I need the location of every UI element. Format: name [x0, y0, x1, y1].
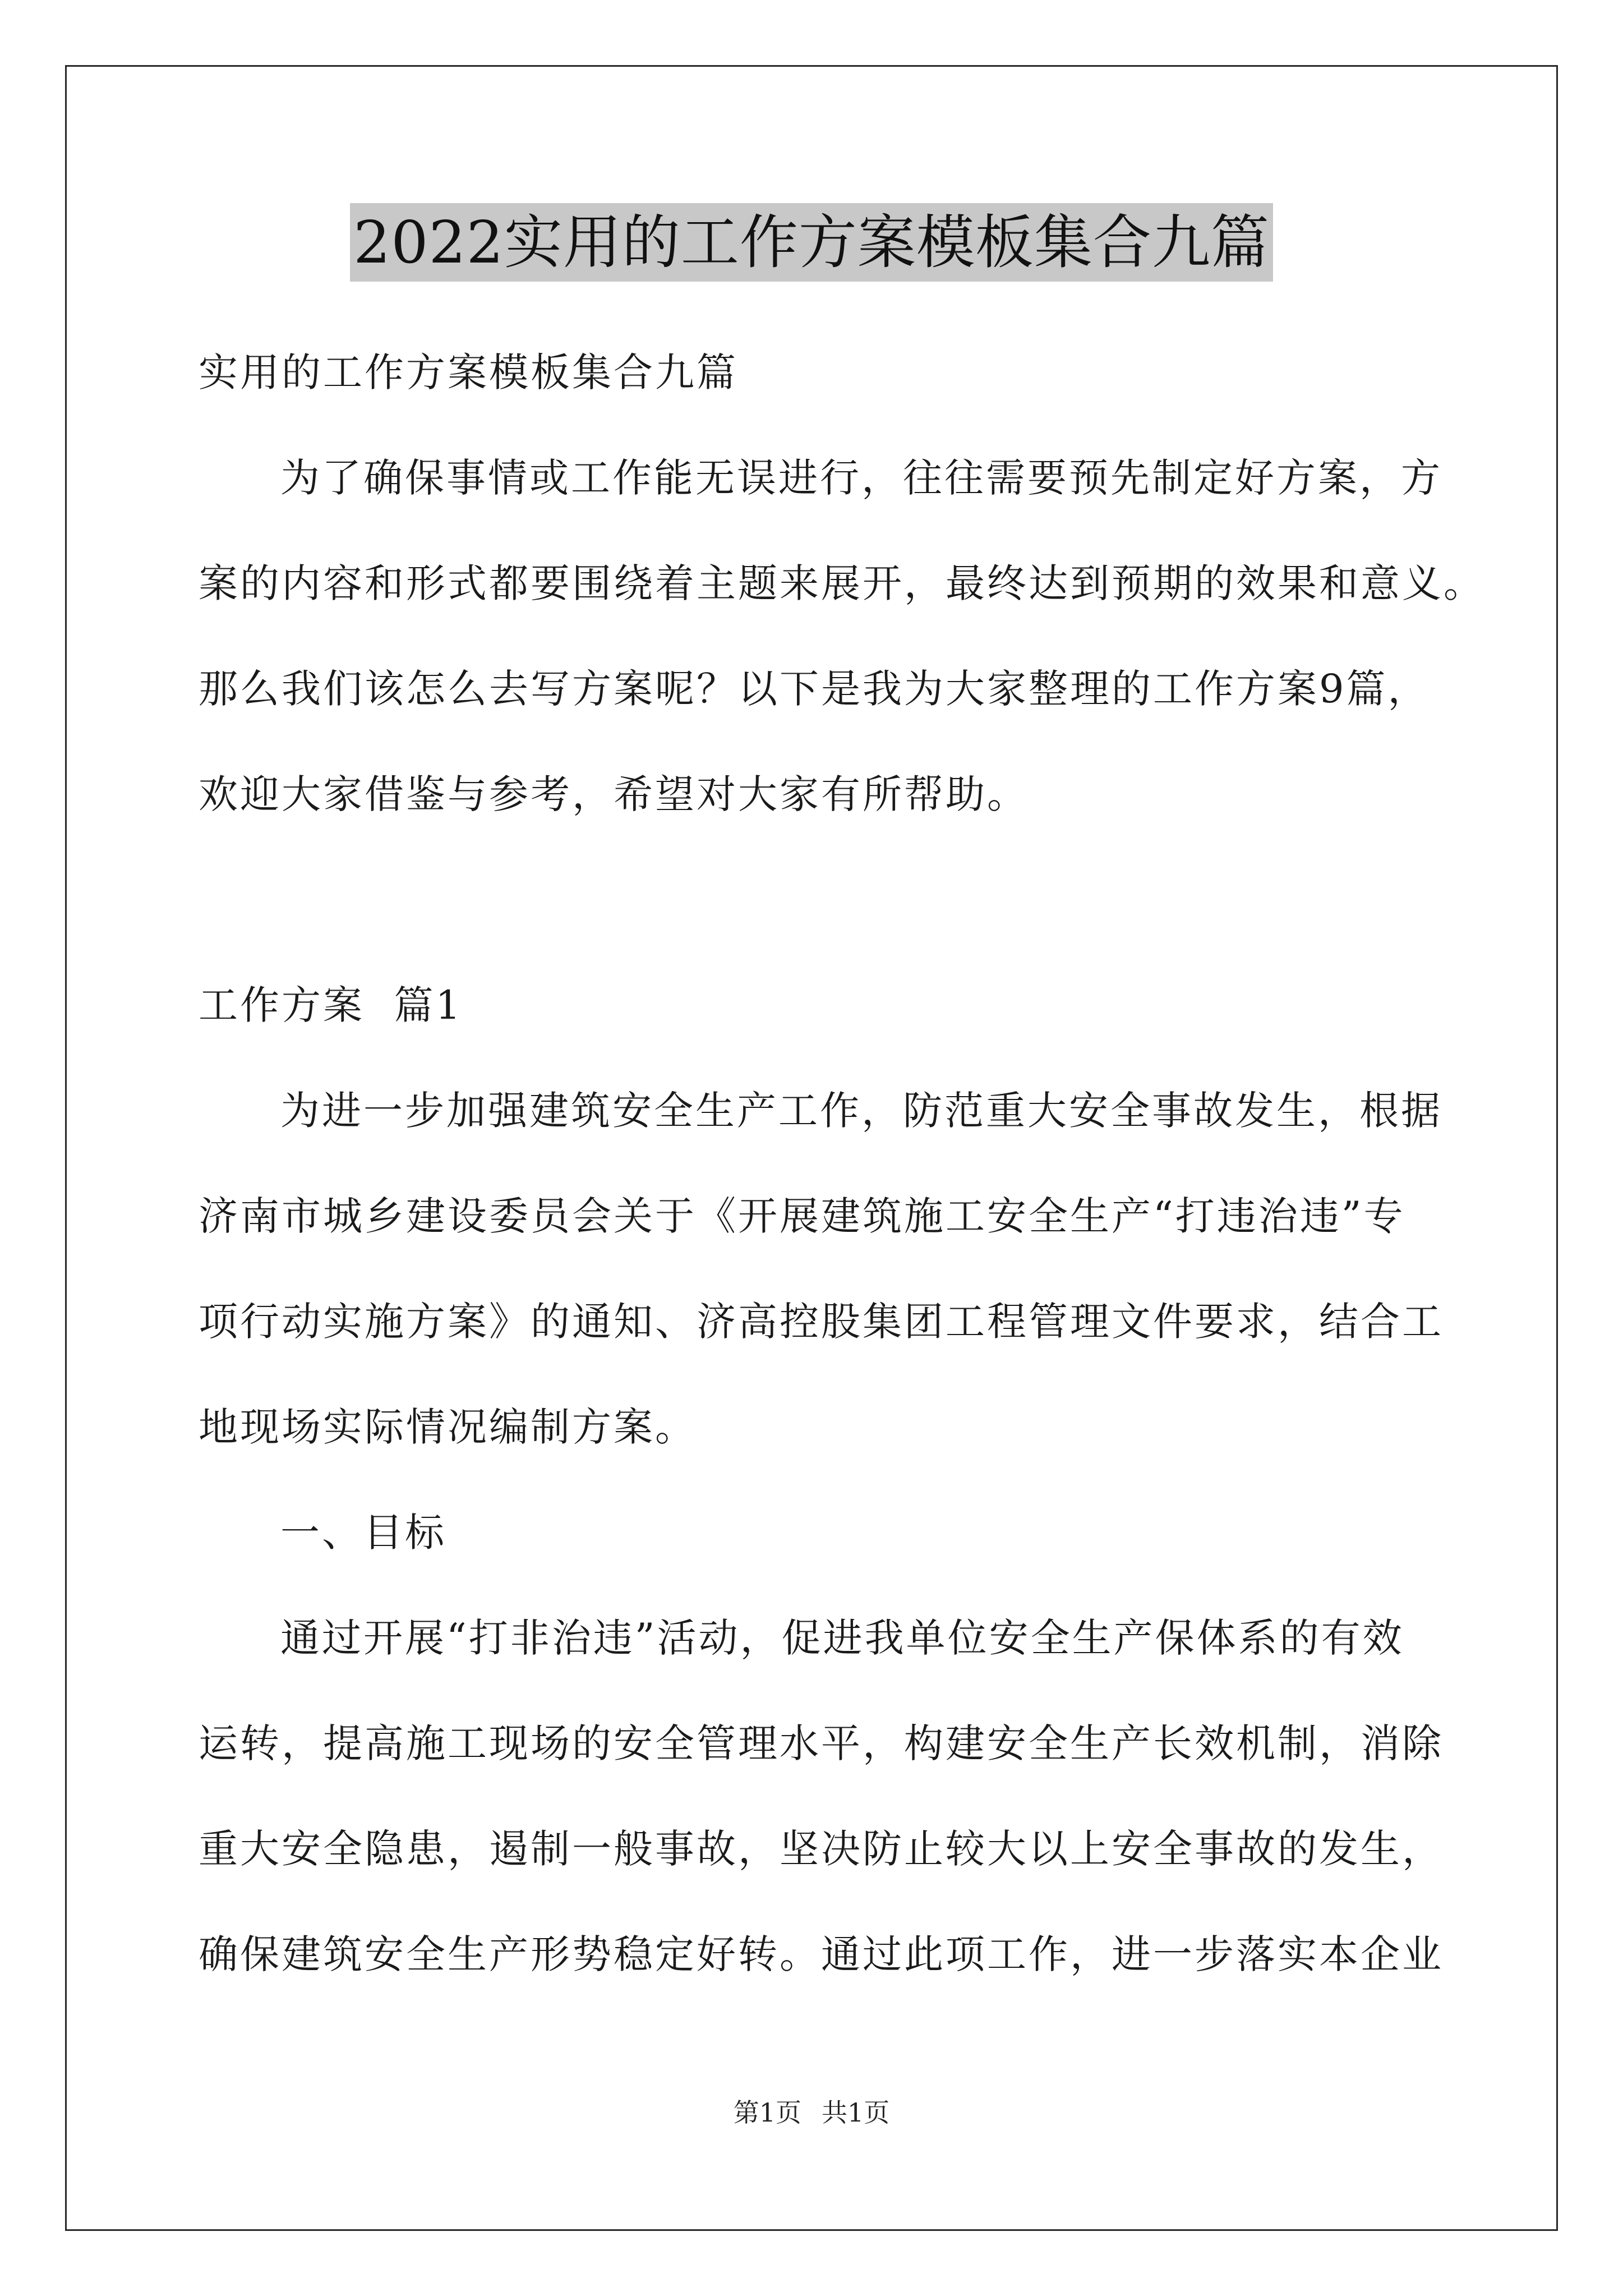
intro-line: 案的内容和形式都要围绕着主题来展开，最终达到预期的效果和意义。 — [199, 560, 1485, 606]
section-para-line: 为进一步加强建筑安全生产工作，防范重大安全事故发生，根据 — [280, 1088, 1442, 1134]
section-heading: 工作方案 篇1 — [199, 982, 463, 1028]
goal-heading: 一、目标 — [280, 1510, 446, 1556]
document-subtitle: 实用的工作方案模板集合九篇 — [199, 349, 738, 395]
section-para-line: 济南市城乡建设委员会关于《开展建筑施工安全生产“打违治违”专 — [199, 1193, 1405, 1239]
page-number-total: 共1页 — [822, 2097, 890, 2128]
page-number-current: 第1页 — [733, 2097, 801, 2128]
goal-line: 重大安全隐患，遏制一般事故，坚决防止较大以上安全事故的发生， — [199, 1826, 1444, 1872]
intro-line: 那么我们该怎么去写方案呢？以下是我为大家整理的工作方案9篇， — [199, 666, 1430, 712]
intro-line: 欢迎大家借鉴与参考，希望对大家有所帮助。 — [199, 771, 1029, 817]
goal-line: 通过开展“打非治违”活动，促进我单位安全生产保体系的有效 — [280, 1615, 1404, 1661]
intro-line: 为了确保事情或工作能无误进行，往往需要预先制定好方案，方 — [280, 455, 1442, 501]
goal-line: 运转，提高施工现场的安全管理水平，构建安全生产长效机制，消除 — [199, 1720, 1444, 1766]
title-container — [0, 203, 1623, 282]
page-footer — [0, 2096, 1623, 2129]
section-para-line: 项行动实施方案》的通知、济高控股集团工程管理文件要求，结合工 — [199, 1299, 1444, 1345]
section-para-line: 地现场实际情况编制方案。 — [199, 1404, 697, 1450]
paragraph-spacer — [199, 847, 1427, 953]
document-body — [199, 320, 1485, 2007]
goal-line: 确保建筑安全生产形势稳定好转。通过此项工作，进一步落实本企业 — [199, 1931, 1444, 1977]
document-title: 2022实用的工作方案模板集合九篇 — [350, 203, 1273, 282]
